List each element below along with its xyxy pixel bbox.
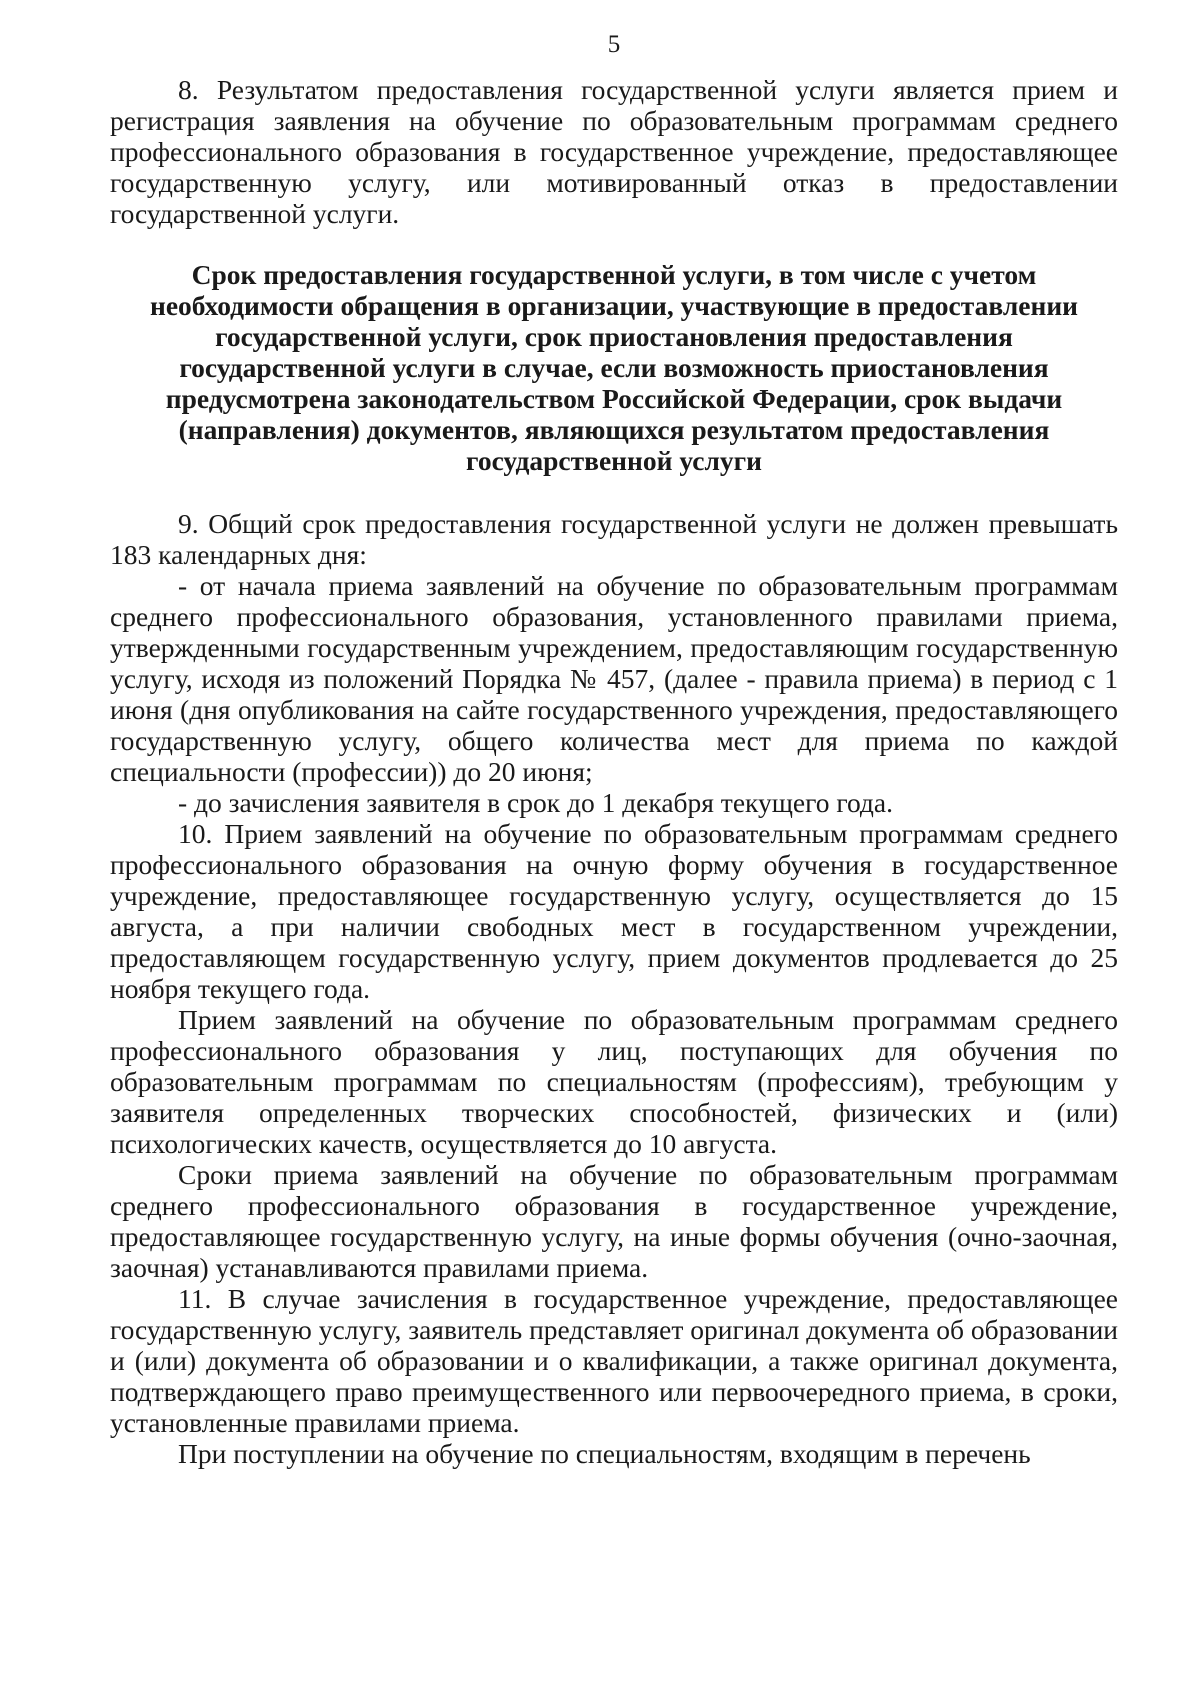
heading-line: предусмотрена законодательством Российской Федерации, срок выдачи <box>165 383 1063 414</box>
paragraph-9: 9. Общий срок предоставления государственной услуги не должен превышать 183 календарных дня: <box>110 508 1118 570</box>
paragraph-11-b: При поступлении на обучение по специальностям, входящим в перечень <box>178 1438 1031 1469</box>
heading-line: государственной услуги, срок приостановления предоставления <box>215 321 1013 352</box>
paragraph-10-c: Сроки приема заявлений на обучение по образовательным программам среднего профессионального образования в государственное учреждение, предоставляющее государственную услугу, на иные формы обучения (очно-заочная, заочная) устанавливаются правилами приема. <box>110 1159 1118 1283</box>
section-heading <box>118 259 1110 476</box>
heading-line: государственной услуги <box>466 445 762 476</box>
page-number: 5 <box>607 31 621 58</box>
heading-line: Срок предоставления государственной услуги, в том числе с учетом <box>191 259 1037 290</box>
paragraph-10: 10. Прием заявлений на обучение по образовательным программам среднего профессионального образования на очную форму обучения в государственное учреждение, предоставляющее государственную услугу, осуществляется до 15 августа, а при наличии свободных мест в государственном учреждении, предоставляющем государственную услугу, прием документов продлевается до 25 ноября текущего года. <box>110 818 1118 1004</box>
paragraph-11: 11. В случае зачисления в государственное учреждение, предоставляющее государственную услугу, заявитель представляет оригинал документа об образовании и (или) документа об образовании и о квалификации, а также оригинал документа, подтверждающего право преимущественного или первоочередного приема, в сроки, установленные правилами приема. <box>110 1283 1118 1438</box>
paragraph-9-item: - до зачисления заявителя в срок до 1 декабря текущего года. <box>178 787 893 818</box>
document-page <box>110 30 1118 1469</box>
paragraph-8: 8. Результатом предоставления государственной услуги является прием и регистрация заявления на обучение по образовательным программам среднего профессионального образования в государственное учреждение, предоставляющее государственную услугу, или мотивированный отказ в предоставлении государственной услуги. <box>110 74 1118 229</box>
heading-line: необходимости обращения в организации, участвующие в предоставлении <box>149 290 1079 321</box>
heading-line: (направления) документов, являющихся результатом предоставления <box>178 414 1050 445</box>
paragraph-10-b: Прием заявлений на обучение по образовательным программам среднего профессионального образования у лиц, поступающих для обучения по образовательным программам по специальностям (профессиям), требующим у заявителя определенных творческих способностей, физических и (или) психологических качеств, осуществляется до 10 августа. <box>110 1004 1118 1159</box>
heading-line: государственной услуги в случае, если возможность приостановления <box>179 352 1049 383</box>
paragraph-9-item: - от начала приема заявлений на обучение по образовательным программам среднего профессионального образования, установленного правилами приема, утвержденными государственным учреждением, предоставляющим государственную услугу, исходя из положений Порядка № 457, (далее - правила приема) в период с 1 июня (дня опубликования на сайте государственного учреждения, предоставляющего государственную услугу, общего количества мест для приема по каждой специальности (профессии)) до 20 июня; <box>110 570 1118 787</box>
